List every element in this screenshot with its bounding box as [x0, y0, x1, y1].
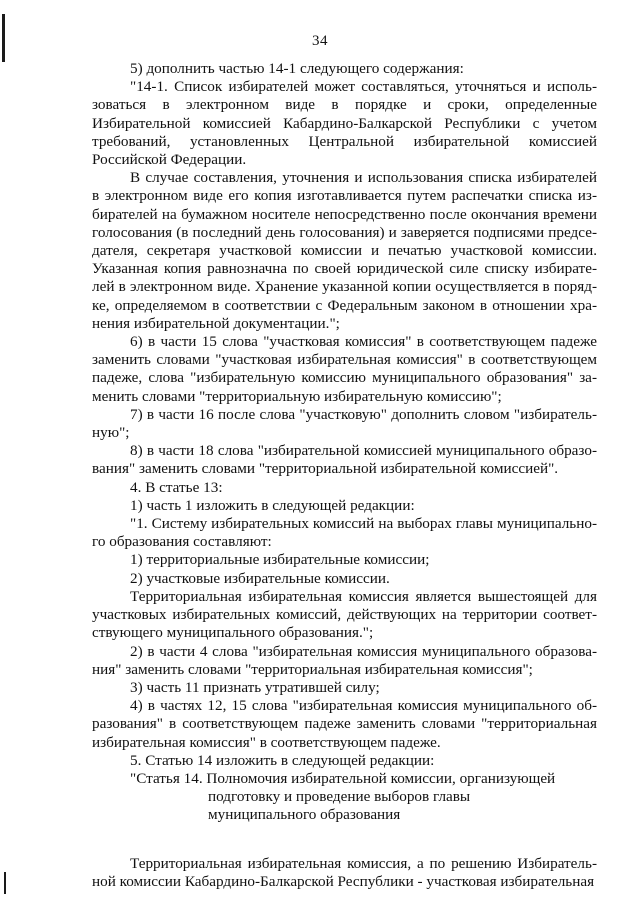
heading-spacer	[92, 825, 597, 855]
paragraph-item-6: 6) в части 15 слова "участковая комиссия" в соответствующем падеже заменить словами "участковая избирательная комиссия" в соответствующем падеже, слова "избирательную комиссию муниципального образования" заменить словами "территориальную избирательную комиссию";	[92, 333, 597, 405]
paragraph-article-13: 4. В статье 13:	[130, 478, 223, 496]
paragraph-system: "1. Систему избирательных комиссий на выборах главы муниципального образования составляют:	[92, 515, 597, 551]
paragraph-territorial: 1) территориальные избирательные комиссии;	[130, 551, 430, 569]
paragraph-article-14: 5. Статью 14 изложить в следующей редакции:	[130, 751, 435, 769]
article-heading-line-2: подготовку и проведение выборов главы	[208, 788, 471, 806]
paragraph-precinct: 2) участковые избирательные комиссии.	[130, 569, 390, 587]
paragraph-item-7: 7) в части 16 после слова "участковую" дополнить словом "избирательную";	[92, 405, 597, 442]
page-number: 34	[312, 33, 328, 49]
paragraph-part-11: 3) часть 11 признать утратившей силу;	[130, 678, 380, 696]
paragraph-electronic-list: В случае составления, уточнения и использования списка избирателей в электронном виде его копия изготавливается путем распечатки списка избирателей на бумажном носителе непосредственно после окончания времени голосования (в последний день голосования) и заверяется подписями председателя, секретаря участковой комиссии и печатью участковой комиссии. Указанная копия равнозначна по своей юридической силе списку избирателей в электронном виде. Хранение указанной копии осуществляется в порядке, определяемом в соответствии с Федеральным законом в отношении хранения избирательной документации.";	[92, 169, 597, 332]
paragraph-part-1: 1) часть 1 изложить в следующей редакции:	[130, 496, 415, 514]
paragraph-item-5: 5) дополнить частью 14-1 следующего содержания:	[130, 60, 464, 77]
paragraph-parts-12-15: 4) в частях 12, 15 слова "избирательная комиссия муниципального образования" в соответствующем падеже заменить словами "территориальная избирательная комиссия" в соответствующем падеже.	[92, 697, 597, 751]
paragraph-final: Территориальная избирательная комиссия, а по решению Избирательной комиссии Кабардино-Балкарской Республики - участковая избирательная	[92, 854, 597, 890]
paragraph-item-8: 8) в части 18 слова "избирательной комиссией муниципального образования" заменить словами "территориальной избирательной комиссией".	[92, 442, 597, 478]
paragraph-part-4: 2) в части 4 слова "избирательная комиссия муниципального образования" заменить словами "территориальная избирательная комиссия";	[92, 642, 597, 678]
scan-edge-mark-bottom	[4, 872, 6, 894]
article-heading-line-1: "Статья 14. Полномочия избирательной комиссии, организующей	[130, 769, 556, 787]
document-body	[92, 60, 597, 891]
paragraph-14-1: "14-1. Список избирателей может составляться, уточняться и использоваться в электронном виде в порядке и сроки, определенные Избирательной комиссией Кабардино-Балкарской Республики с учетом требований, установленных Центральной избирательной комиссией Российской Федерации.	[92, 78, 597, 169]
paragraph-superior: Территориальная избирательная комиссия является вышестоящей для участковых избирательных комиссий, действующих на территории соответствующего муниципального образования.";	[92, 587, 597, 642]
article-heading-line-3: муниципального образования	[208, 806, 401, 824]
